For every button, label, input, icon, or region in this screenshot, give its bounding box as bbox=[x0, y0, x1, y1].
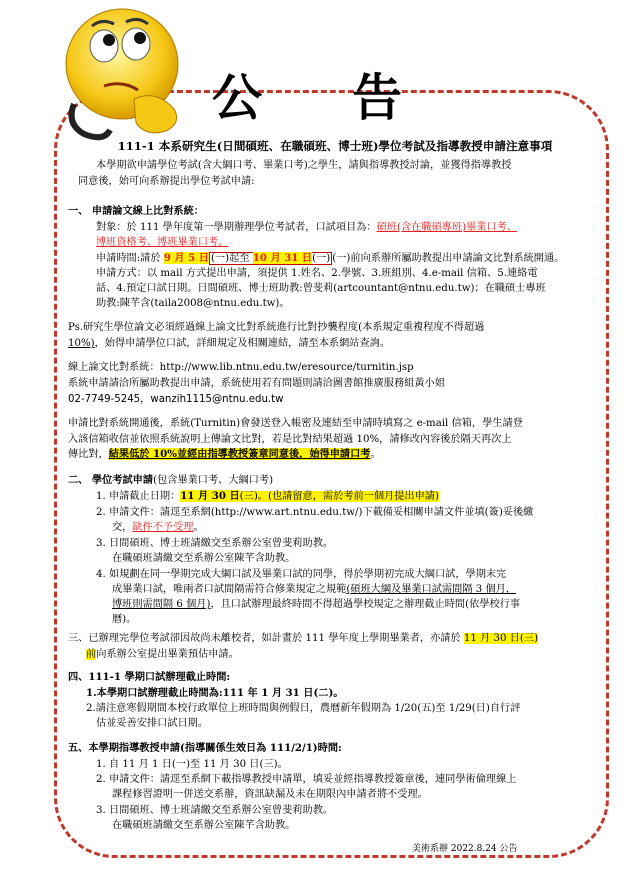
section-2-item-4: 4. 如規劃在同一學期完成大綱口試及畢業口試的同學，得於學期初完成大綱口試，學期末完 bbox=[96, 569, 507, 580]
notice-line-3: 傳比對，結果低於 10%並經由指導教授簽章同意後，始得申請口考。 bbox=[68, 448, 381, 460]
section-1-target: 對象：於 111 學年度第一學期辦理學位考試者，口試項目為：碩班(含在職碩專班)畢業口考、 bbox=[96, 222, 517, 233]
section-1-target-cont: 博班資格考、博班畢業口考。 bbox=[96, 237, 229, 248]
section-2-heading: 二、 學位考試申請(包含畢業口考、大綱口考) bbox=[68, 474, 274, 486]
section-3-line-2: 前向系辦公室提出畢業預估申請。 bbox=[86, 649, 239, 660]
section-2-item-4-cont: 成畢業口試，唯兩者口試間隔需符合修業規定之規範(碩班大綱及畢業口試需間隔 3 個月， bbox=[112, 584, 517, 595]
section-2-item-3: 3. 日間碩班、博士班請繳交至系辦公室曾斐莉助教。 bbox=[96, 538, 334, 549]
section-5-item-3: 3. 日間碩班、博士班請繳交至系辦公室曾斐莉助教。 bbox=[96, 805, 334, 816]
section-4-line-1: 1.本學期口試辦理截止時間為:111 年 1 月 31 日(二)。 bbox=[86, 687, 344, 699]
turnitin-link[interactable]: 線上論文比對系統：http://www.lib.ntnu.edu.tw/eresource/turnitin.jsp bbox=[68, 362, 414, 373]
intro-line-1: 本學期欲申請學位考試(含大綱口考、畢業口考)之學生，請與指導教授討論，並獲得指導教授 bbox=[96, 160, 512, 171]
section-5-item-2-cont: 課程修習證明一併送交系辦，資訊缺漏及未在期限內申請者將不受理。 bbox=[112, 789, 428, 800]
section-5-item-2: 2. 申請文件：請逕至系網下載指導教授申請單，填妥並經指導教授簽章後，連同學術倫理線上 bbox=[96, 774, 517, 785]
section-1-apply-method: 申請方式：以 mail 方式提出申請，須提供 1.姓名、2.學號、3.班組別、4.e-mail 信箱、5.連絡電 bbox=[96, 268, 538, 279]
ps-note-line-1: Ps.研究生學位論文必須經過線上論文比對系統進行比對抄襲程度(本系規定重複程度不得超過 bbox=[68, 322, 485, 333]
section-5-item-3-cont: 在職碩班請繳交至系辦公室陳芊含助教。 bbox=[112, 820, 296, 831]
section-4-heading: 四、111-1 學期口試辦理截止時間: bbox=[68, 671, 231, 683]
section-5-item-1: 1. 自 11 月 1 日(一)至 11 月 30 日(三)。 bbox=[96, 759, 288, 770]
section-2-item-1: 1. 申請截止日期：11 月 30 日(三)。(也請留意，需於考前一個月提出申請) bbox=[96, 490, 439, 502]
section-1-apply-time: 申請時間:請於 9 月 5 日 (一)起至 10 月 31 日(一) (一)前向系辦所屬助教提出申請論文比對系統開通。 bbox=[96, 252, 565, 264]
document-title: 111-1 本系研究生(日間碩班、在職碩班、博士班)學位考試及指導教授申請注意事項 bbox=[117, 139, 553, 153]
section-2-item-4-cont-2: 博班則需間隔 6 個月)，且口試辦理最終時間不得超過學校規定之辦理截止時間(依學校行事 bbox=[112, 599, 521, 610]
section-2-item-2: 2. 申請文件：請逕至系網(http://www.art.ntnu.edu.tw/)下載備妥相關申請文件並填(簽)妥後繳 bbox=[96, 507, 534, 518]
library-contact-phone-email[interactable]: 02-7749-5245，wanzih1115@ntnu.edu.tw bbox=[68, 394, 284, 405]
ps-note-line-2: 10%)，始得申請學位口試，詳細規定及相關連結，請至本系網站查詢。 bbox=[68, 338, 391, 349]
thinking-emoji-icon bbox=[64, 4, 184, 144]
section-4-line-2: 2.請注意寒假期間本校行政單位上班時間與例假日，農曆新年假期為 1/20(五)至 1/29(日)自行評 bbox=[86, 703, 521, 714]
section-1-apply-method-3: 助教:陳芊含(taila2008@ntnu.edu.tw)。 bbox=[96, 298, 290, 309]
notice-line-1: 申請比對系統開通後，系統(Turnitin)會發送登入帳密及連結至申請時填寫之 e-mail 信箱，學生請登 bbox=[68, 418, 523, 429]
section-4-line-3: 估並妥善安排口試日期。 bbox=[96, 718, 209, 729]
signature-date: 美術系辦 2022.8.24 公告 bbox=[412, 844, 518, 854]
section-1-heading: 一、 申請論文線上比對系統： bbox=[68, 205, 204, 217]
section-2-item-4-cont-3: 曆)。 bbox=[112, 614, 137, 625]
intro-line-2: 同意後，始可向系辦提出學位考試申請: bbox=[78, 176, 255, 187]
library-contact: 系統申請請洽所屬助教提出申請，系統使用若有問題則請洽圖書館推廣服務組黃小姐 bbox=[68, 378, 445, 389]
section-5-heading: 五、本學期指導教授申請(指導關係生效日為 111/2/1)時間: bbox=[68, 742, 342, 754]
notice-line-2: 入該信箱收信並依照系統說明上傳論文比對，若是比對結果超過 10%，請修改內容後於隔天再次上 bbox=[68, 434, 512, 445]
section-3-line-1: 三、已辦理完學位考試卻因故尚未離校者，如計畫於 111 學年度上學期畢業者，亦請於 11 月 30 日(三) bbox=[68, 633, 539, 644]
notice-title-char-2: 告 bbox=[352, 68, 402, 127]
section-2-item-3-cont: 在職碩班請繳交至系辦公室陳芊含助教。 bbox=[112, 553, 296, 564]
notice-title-char-1: 公 bbox=[212, 68, 262, 127]
section-1-apply-method-2: 話、4.預定口試日期。日間碩班、博士班助教:曾斐莉(artcountant@ntnu.edu.tw)；在職碩士專班 bbox=[96, 283, 546, 294]
section-2-item-2-cont: 交，缺件不予受理。 bbox=[112, 522, 204, 533]
